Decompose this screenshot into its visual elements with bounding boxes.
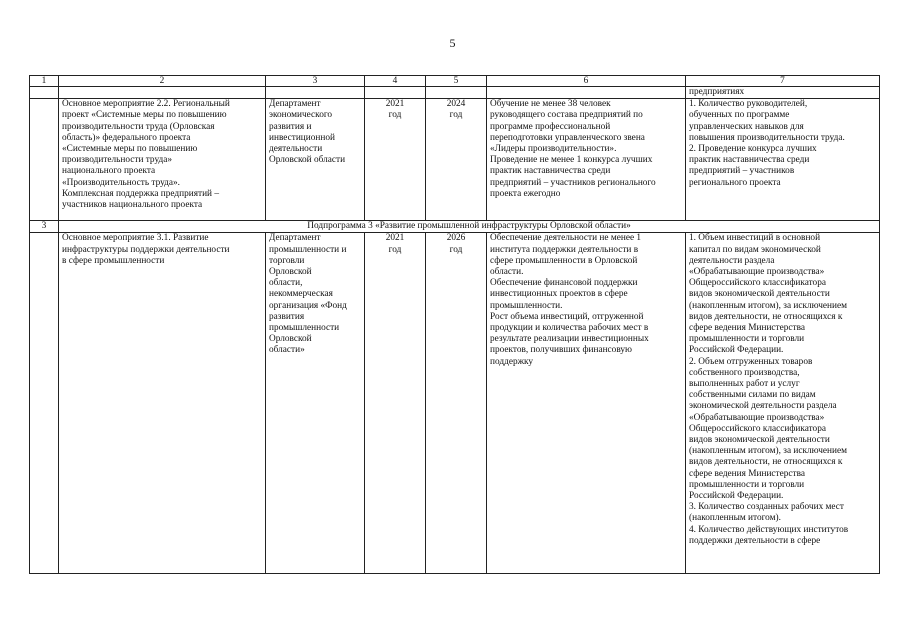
header-row xyxy=(30,76,880,87)
continuation-row xyxy=(30,87,880,99)
header-cell: 7 xyxy=(686,76,880,87)
end-year-cell: 2026 год xyxy=(426,233,487,574)
page-number: 5 xyxy=(449,36,456,50)
table-row xyxy=(30,233,880,574)
indicator-cell: 1. Объем инвестиций в основной капитал по видам экономической деятельности раздела «Обрабатывающие производства» Общероссийского классификатора видов экономической деятельности (накопленным итогом), за исключением видов деятельности, не относящихся к сфере ведения Министерства промышленности и торговли Российской Федерации. 2. Объем отгруженных товаров собственного производства, выполненных работ и услуг собственными силами по видам экономической деятельности раздела «Обрабатывающие производства» Общероссийского классификатора видов экономической деятельности (накопленным итогом), за исключением видов деятельности, не относящихся к сфере ведения Министерства промышленности и торговли Российской Федерации. 3. Количество созданных рабочих мест (накопленным итогом). 4. Количество действующих институтов поддержки деятельности в сфере xyxy=(686,233,880,574)
start-year-cell: 2021 год xyxy=(365,233,426,574)
executor-cell: Департамент промышленности и торговли Орловской области, некоммерческая организация «Фонд развития промышленности Орловской области» xyxy=(266,233,365,574)
table-cell xyxy=(59,87,266,99)
row-number-cell xyxy=(30,99,59,221)
table-row xyxy=(30,99,880,221)
table-cell: предприятиях xyxy=(686,87,880,99)
header-cell: 4 xyxy=(365,76,426,87)
table-cell xyxy=(487,87,686,99)
row-number-cell xyxy=(30,233,59,574)
activity-name-cell: Основное мероприятие 3.1. Развитие инфраструктуры поддержки деятельности в сфере промышленности xyxy=(59,233,266,574)
subprogram-title: Подпрограмма 3 «Развитие промышленной инфраструктуры Орловской области» xyxy=(59,221,880,233)
header-cell: 3 xyxy=(266,76,365,87)
expected-result-cell: Обучение не менее 38 человек руководящего состава предприятий по программе профессиональной переподготовки управленческого звена «Лидеры производительности». Проведение не менее 1 конкурса лучших практик наставничества среди предприятий – участников регионального проекта ежегодно xyxy=(487,99,686,221)
subprogram-number: 3 xyxy=(30,221,59,233)
activity-name-cell: Основное мероприятие 2.2. Региональный проект «Системные меры по повышению производительности труда (Орловская область)» федерального проекта «Системные меры по повышению производительности труда» национального проекта «Производительность труда». Комплексная поддержка предприятий – участников национального проекта xyxy=(59,99,266,221)
expected-result-cell: Обеспечение деятельности не менее 1 института поддержки деятельности в сфере промышленности в Орловской области. Обеспечение финансовой поддержки инвестиционных проектов в сфере промышленности. Рост объема инвестиций, отгруженной продукции и количества рабочих мест в результате реализации инвестиционных проектов, получивших финансовую поддержку xyxy=(487,233,686,574)
table-cell xyxy=(30,87,59,99)
header-cell: 5 xyxy=(426,76,487,87)
header-cell: 6 xyxy=(487,76,686,87)
start-year-cell: 2021 год xyxy=(365,99,426,221)
subprogram-row xyxy=(30,221,880,233)
table-cell xyxy=(365,87,426,99)
header-cell: 2 xyxy=(59,76,266,87)
executor-cell: Департамент экономического развития и инвестиционной деятельности Орловской области xyxy=(266,99,365,221)
header-cell: 1 xyxy=(30,76,59,87)
table-cell xyxy=(426,87,487,99)
end-year-cell: 2024 год xyxy=(426,99,487,221)
activities-table xyxy=(29,75,880,574)
table-cell xyxy=(266,87,365,99)
indicator-cell: 1. Количество руководителей, обученных по программе управленческих навыков для повышения производительности труда. 2. Проведение конкурса лучших практик наставничества среди предприятий – участников регионального проекта xyxy=(686,99,880,221)
